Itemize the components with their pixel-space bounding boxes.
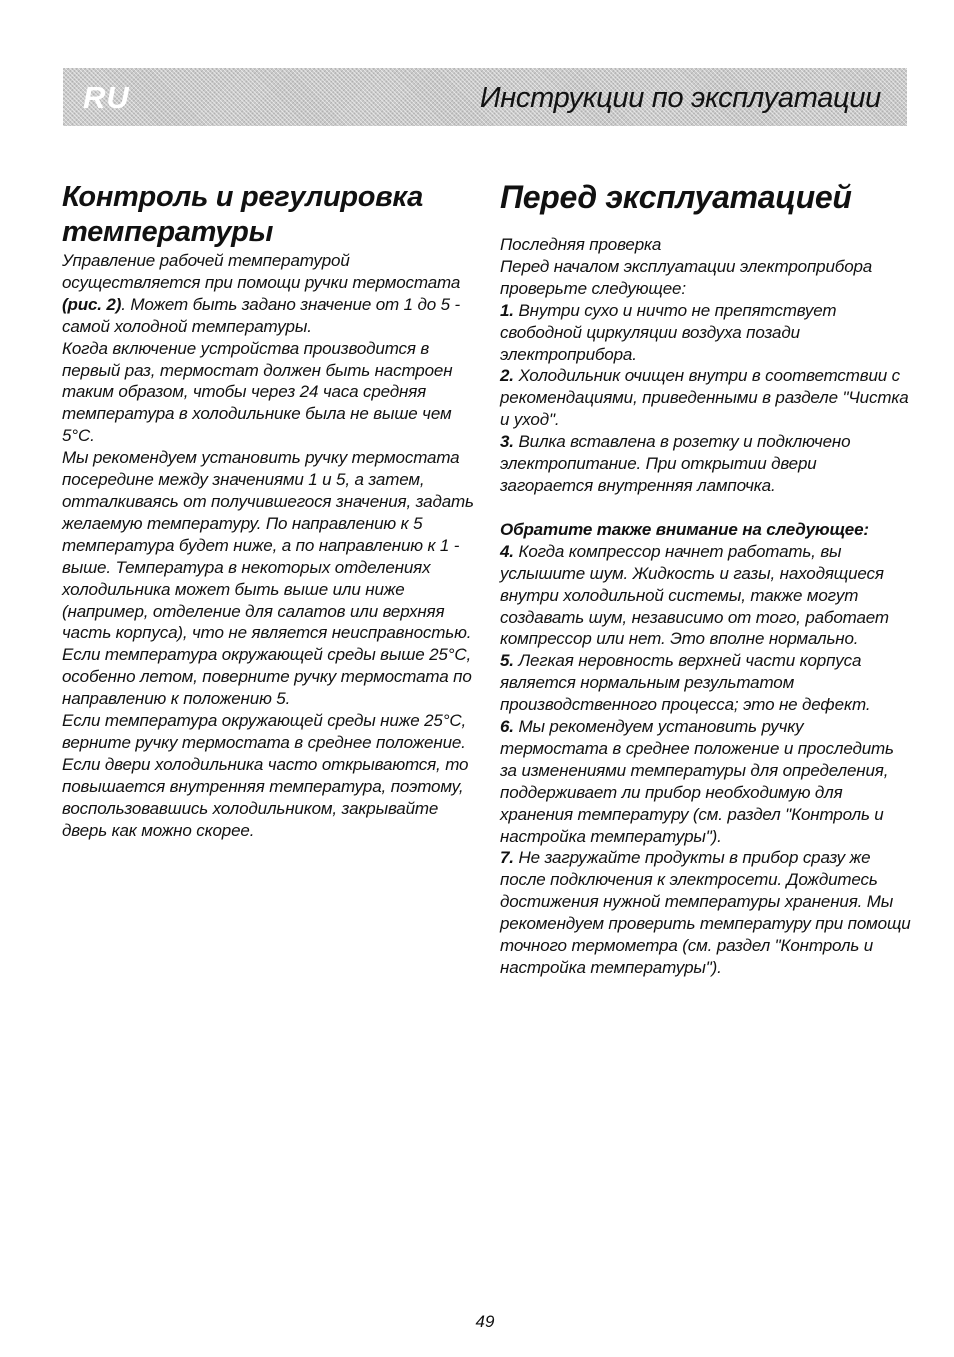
item-text: Вилка вставлена в розетку и подключено электропитание. При открытии двери загорается внутренняя лампочка. bbox=[500, 432, 851, 495]
item-number: 5. bbox=[500, 651, 514, 671]
list-item bbox=[500, 300, 912, 366]
paragraph: Перед началом эксплуатации электроприбора проверьте следующее: bbox=[500, 256, 873, 298]
list-item bbox=[500, 716, 912, 847]
figure-reference: (рис. 2) bbox=[62, 294, 122, 314]
language-code: RU bbox=[83, 80, 130, 115]
item-number: 3. bbox=[500, 432, 514, 452]
section-heading-temperature: Контроль и регулировка температуры bbox=[62, 181, 423, 248]
list-item bbox=[500, 541, 912, 651]
list-item bbox=[500, 650, 912, 716]
list-item bbox=[500, 431, 912, 497]
item-number: 7. bbox=[500, 848, 514, 868]
item-text: Холодильник очищен внутри в соответствии с рекомендациями, приведенными в разделе "Чистка и уход". bbox=[500, 366, 909, 430]
item-text: Не загружайте продукты в прибор сразу же после подключения к электросети. Дождитесь достижения нужной температуры хранения. Мы рекомендуем проверить температуру при помощи точного термометра (см. раздел "Контроль и настройка температуры"). bbox=[500, 848, 911, 977]
paragraph: Если температура окружающей среды выше 25°С, особенно летом, поверните ручку термостата по направлению к положению 5. bbox=[62, 645, 472, 709]
item-text: Когда компрессор начнет работать, вы услышите шум. Жидкость и газы, находящиеся внутри холодильной системы, также могут создавать шум, независимо от того, работает компрессор или нет. Это вполне нормально. bbox=[500, 541, 889, 649]
paragraph: Когда включение устройства производится в первый раз, термостат должен быть настроен таким образом, чтобы через 24 часа средняя температура в холодильнике была не выше чем 5°С. bbox=[62, 338, 453, 446]
page-number: 49 bbox=[475, 1312, 495, 1331]
paragraph-text: Управление рабочей температурой осуществляется при помощи ручки термостата bbox=[62, 251, 461, 292]
item-text: Внутри сухо и ничто не препятствует свободной циркуляции воздуха позади электроприбора. bbox=[500, 300, 837, 364]
paragraph bbox=[62, 250, 476, 338]
header-banner bbox=[63, 68, 907, 126]
paragraph: Мы рекомендуем установить ручку термостата посередине между значениями 1 и 5, а затем, отталкиваясь от получившегося значения, задать желаемую температуру. По направлению к 5 температура будет ниже, а по направлению к 1 - выше. Температура в некоторых отделениях холодильника может быть выше или ниже (например, отделение для салатов или верхняя часть корпуса), что не является неисправностью. bbox=[62, 448, 474, 643]
item-number: 6. bbox=[500, 717, 514, 737]
paragraph-text: . Может быть задано значение от 1 до 5 - самой холодной температуры. bbox=[62, 294, 460, 336]
note-heading: Обратите также внимание на следующее: bbox=[500, 519, 869, 539]
item-number: 4. bbox=[500, 541, 514, 561]
item-number: 1. bbox=[500, 300, 514, 320]
paragraph: Если двери холодильника часто открываются, то повышается внутренняя температура, поэтому, воспользовавшись холодильником, закрывайте дверь как можно скорее. bbox=[62, 754, 469, 840]
right-column bbox=[500, 180, 912, 979]
list-item bbox=[500, 847, 912, 978]
left-column bbox=[62, 180, 476, 841]
item-text: Мы рекомендуем установить ручку термостата в среднее положение и проследить за изменениями температуры для определения, поддерживает ли прибор необходимую для хранения температуру (см. раздел "Контроль и настройка температуры"). bbox=[500, 717, 894, 846]
paragraph: Если температура окружающей среды ниже 25°С, верните ручку термостата в среднее положение. bbox=[62, 711, 467, 752]
list-item bbox=[500, 365, 912, 431]
item-number: 2. bbox=[500, 366, 514, 386]
item-text: Легкая неровность верхней части корпуса является нормальным результатом производственного процесса; это не дефект. bbox=[500, 651, 871, 715]
paragraph: Последняя проверка bbox=[500, 235, 662, 254]
header-title: Инструкции по эксплуатации bbox=[479, 82, 881, 114]
section-heading-before-use: Перед эксплуатацией bbox=[500, 179, 852, 215]
